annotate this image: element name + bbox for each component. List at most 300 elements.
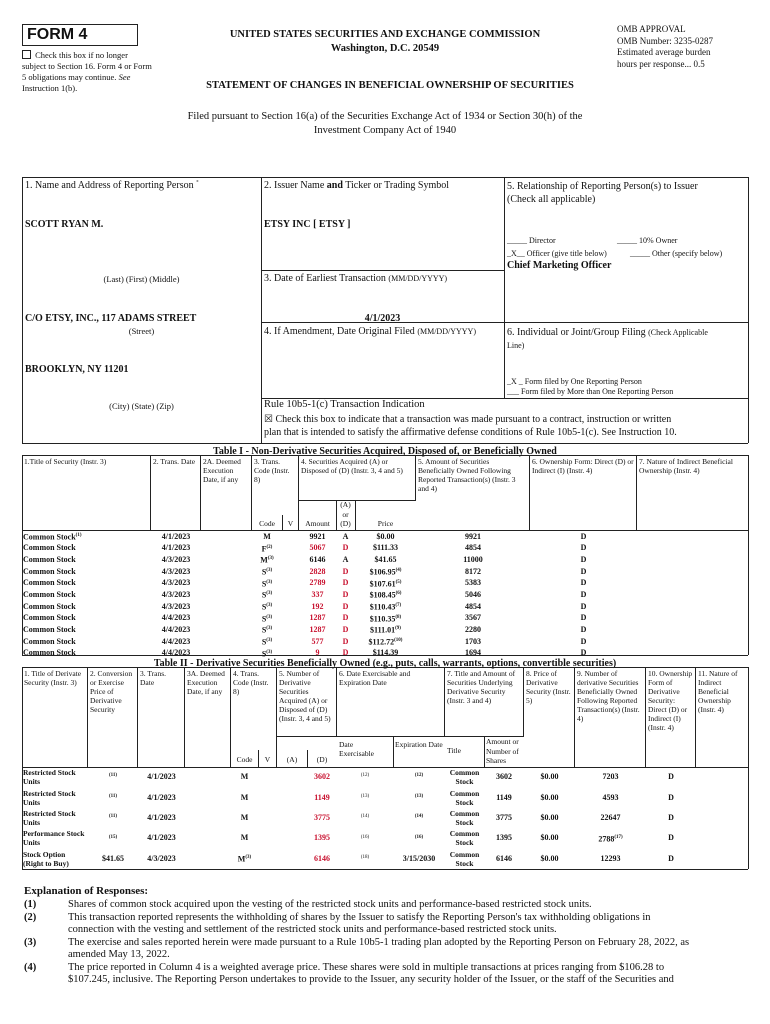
derivative-nature-cell bbox=[696, 828, 748, 848]
explanation-notes bbox=[24, 899, 744, 987]
code-note-value: S bbox=[261, 614, 267, 624]
table1-row bbox=[22, 613, 748, 625]
t2-h3: 3. Trans. Date bbox=[138, 668, 185, 767]
t2-col-code: Code bbox=[236, 755, 253, 764]
acq-disp-cell: D bbox=[342, 613, 349, 623]
derivative-nature-cell bbox=[696, 849, 748, 869]
acq-disp-cell: D bbox=[342, 578, 349, 588]
expiration-date-cell bbox=[393, 828, 445, 848]
form-title: FORM 4 bbox=[22, 24, 138, 46]
t1-h4: 4. Securities Acquired (A) or Disposed of (D) (Instr. 3, 4 and 5) bbox=[299, 456, 416, 500]
note-number: (1) bbox=[24, 899, 37, 910]
underlying-title-cell: Common Stock bbox=[449, 808, 480, 827]
name-caption: (Last) (First) (Middle) bbox=[103, 274, 180, 284]
acq-disp-cell: D bbox=[342, 625, 349, 635]
earliest-transaction-date: 4/1/2023 bbox=[364, 313, 401, 324]
reporting-person-label-text: 1. Name and Address of Reporting Person bbox=[25, 180, 194, 191]
derivative-form-cell: D bbox=[668, 853, 674, 863]
table2-title: Table II - Derivative Securities Beneficially Owned (e.g., puts, calls, warrants, options, convertible securities) bbox=[153, 658, 617, 669]
trans-code-cell bbox=[252, 531, 282, 543]
t1-col-amount: Amount bbox=[305, 519, 330, 528]
explanation-note bbox=[24, 912, 744, 937]
title-note-value: Common Stock bbox=[23, 590, 76, 600]
trans-date-cell: 4/1/2023 bbox=[147, 772, 176, 782]
note-number: (2) bbox=[24, 911, 37, 923]
t2-h2: 2. Conversion or Exercise Price of Derivative Security bbox=[88, 668, 138, 767]
t1-col-price: Price bbox=[377, 519, 394, 528]
deemed-date-cell bbox=[201, 578, 252, 590]
table1-rows bbox=[22, 531, 748, 659]
note-number: (4) bbox=[24, 961, 37, 973]
table1-title: Table I - Non-Derivative Securities Acquired, Disposed of, or Beneficially Owned bbox=[213, 446, 557, 457]
t1-h6: 6. Ownership Form: Direct (D) or Indirect (I) (Instr. 4) bbox=[530, 456, 637, 530]
agency-name: UNITED STATES SECURITIES AND EXCHANGE COMMISSION bbox=[229, 29, 541, 40]
v-cell bbox=[282, 543, 299, 555]
note-text bbox=[68, 912, 744, 937]
acquired-cell bbox=[277, 787, 307, 807]
expiration-note: (12) bbox=[414, 773, 424, 779]
code-note-value: F bbox=[261, 544, 267, 554]
price-note-value: $110.43 bbox=[369, 602, 396, 612]
deemed-date-cell bbox=[201, 636, 252, 648]
filed-pursuant-line2: Investment Company Act of 1940 bbox=[313, 125, 457, 136]
code-note-value: S bbox=[261, 649, 267, 659]
date-exercisable-cell bbox=[337, 828, 393, 848]
price-note: (10) bbox=[394, 637, 403, 643]
explanation-note bbox=[24, 899, 744, 912]
code-note-value: M bbox=[240, 772, 249, 782]
price-note-value: $107.61 bbox=[369, 579, 396, 589]
conversion-note: (11) bbox=[108, 814, 118, 820]
relationship-label-text: 5. Relationship of Reporting Person(s) to Issuer bbox=[507, 181, 698, 192]
price-cell bbox=[355, 578, 416, 590]
earliest-transaction-fmt: (MM/DD/YYYY) bbox=[388, 274, 448, 283]
underlying-title-cell: Common Stock bbox=[449, 768, 480, 787]
trans-code-cell bbox=[252, 554, 282, 566]
acquired-cell bbox=[277, 849, 307, 869]
note-text bbox=[68, 962, 744, 987]
statement-title: STATEMENT OF CHANGES IN BENEFICIAL OWNERSHIP OF SECURITIES bbox=[206, 80, 574, 91]
t2-col-a: (A) bbox=[286, 755, 298, 764]
t2-col-shares: Amount or Number of Shares bbox=[486, 737, 519, 765]
disposed-cell: 3602 bbox=[314, 772, 330, 782]
code-note-value: S bbox=[261, 625, 267, 635]
trans-date-cell: 4/1/2023 bbox=[161, 543, 191, 553]
v-cell bbox=[258, 808, 277, 828]
acq-disp-cell: D bbox=[342, 636, 349, 646]
explanation-title: Explanation of Responses: bbox=[24, 885, 149, 897]
derivative-form-cell: D bbox=[668, 833, 674, 843]
t2-col-d: (D) bbox=[316, 755, 328, 764]
security-title-cell bbox=[22, 531, 151, 543]
owned-following-cell: 5383 bbox=[465, 578, 481, 588]
derivative-owned-cell bbox=[575, 828, 646, 848]
owned-note-value: 7203 bbox=[602, 772, 619, 782]
security-title-cell bbox=[22, 578, 151, 590]
trans-date-cell: 4/3/2023 bbox=[161, 566, 191, 576]
conversion-price-cell bbox=[88, 767, 138, 787]
derivative-form-cell: D bbox=[668, 792, 674, 802]
conversion-price-cell bbox=[88, 849, 138, 869]
t1-h2: 2. Trans. Date bbox=[151, 456, 201, 530]
director-option[interactable]: _____ Director bbox=[507, 236, 556, 245]
derivative-price-cell: $0.00 bbox=[540, 853, 559, 863]
price-note-value: $111.01 bbox=[370, 625, 396, 635]
owned-following-cell: 5046 bbox=[465, 590, 481, 600]
filing-label bbox=[507, 326, 747, 352]
deemed-date-cell bbox=[185, 767, 231, 787]
conversion-price-cell bbox=[88, 787, 138, 807]
no-longer-subject-note bbox=[22, 50, 152, 94]
filing-label-small: (Check Applicable bbox=[648, 328, 708, 337]
trans-code-cell bbox=[252, 613, 282, 625]
amendment-label bbox=[264, 326, 476, 337]
owned-following-cell: 9921 bbox=[465, 531, 481, 541]
t2-col-exercisable: Date Exercisable bbox=[339, 740, 374, 758]
table1-row bbox=[22, 578, 748, 590]
code-note-value: S bbox=[261, 602, 267, 612]
price-note: (8) bbox=[395, 614, 402, 620]
no-longer-subject-see: See bbox=[118, 72, 131, 82]
trans-date-cell: 4/4/2023 bbox=[161, 648, 191, 658]
price-cell bbox=[355, 554, 416, 566]
code-note: (3) bbox=[266, 649, 273, 655]
trans-date-cell: 4/1/2023 bbox=[161, 531, 191, 541]
derivative-nature-cell bbox=[696, 767, 748, 787]
t1-h3: 3. Trans. Code (Instr. 8) bbox=[252, 456, 299, 530]
price-note-value: $114.39 bbox=[372, 648, 399, 658]
owned-note-value: 22647 bbox=[600, 812, 621, 822]
trans-date-cell: 4/3/2023 bbox=[161, 578, 191, 588]
t2-h10: 10. Ownership Form of Derivative Security: Direct (D) or Indirect (I) (Instr. 4) bbox=[646, 668, 696, 767]
amount-cell: 192 bbox=[311, 601, 324, 611]
owned-following-cell: 8172 bbox=[465, 566, 481, 576]
derivative-nature-cell bbox=[696, 808, 748, 828]
derivative-owned-cell bbox=[575, 849, 646, 869]
omb-line: OMB APPROVAL bbox=[617, 24, 686, 34]
code-note-value: S bbox=[261, 637, 267, 647]
nature-cell bbox=[637, 578, 748, 590]
trans-date-cell: 4/3/2023 bbox=[161, 590, 191, 600]
code-note-value: M bbox=[263, 531, 271, 541]
table2-rows bbox=[22, 767, 748, 869]
derivative-title-cell: Restricted Stock Units bbox=[23, 768, 76, 787]
security-title-cell bbox=[22, 601, 151, 613]
expiration-note: (14) bbox=[414, 814, 424, 820]
price-note-value: $110.35 bbox=[369, 614, 396, 624]
nature-cell bbox=[637, 566, 748, 578]
trans-date-cell: 4/4/2023 bbox=[161, 625, 191, 635]
note-number: (3) bbox=[24, 936, 37, 948]
expiration-date-cell bbox=[393, 787, 445, 807]
underlying-shares-cell: 3602 bbox=[496, 772, 512, 782]
trans-code-cell bbox=[231, 828, 258, 848]
code-note: (3) bbox=[245, 854, 252, 860]
ownership-form-cell: D bbox=[580, 613, 587, 623]
underlying-title-cell: Common Stock bbox=[449, 829, 480, 848]
deemed-date-cell bbox=[185, 828, 231, 848]
derivative-price-cell: $0.00 bbox=[540, 792, 559, 802]
price-note: (5) bbox=[395, 579, 402, 585]
note-line: $107.245, inclusive. The Reporting Person undertakes to provide to the Issuer, any security holder of the Issuer, or the staff of the Securities and bbox=[68, 974, 674, 985]
exercisable-note: (14) bbox=[360, 814, 370, 820]
t1-h7: 7. Nature of Indirect Beneficial Ownership (Instr. 4) bbox=[639, 457, 733, 475]
rule-checkbox[interactable]: ☒ bbox=[264, 414, 273, 425]
trans-date-cell: 4/3/2023 bbox=[161, 555, 191, 565]
reporting-person-street: C/O ETSY, INC., 117 ADAMS STREET bbox=[25, 313, 197, 324]
issuer-label-a: 2. Issuer Name bbox=[264, 180, 325, 191]
owned-note: (17) bbox=[614, 834, 623, 840]
ownership-form-cell: D bbox=[580, 601, 587, 611]
code-note: (3) bbox=[266, 567, 273, 573]
reporting-person-label-sup: * bbox=[196, 180, 199, 186]
expiration-date-cell bbox=[393, 808, 445, 828]
deemed-date-cell bbox=[185, 808, 231, 828]
conversion-price-cell bbox=[88, 828, 138, 848]
table1-row bbox=[22, 543, 748, 555]
officer-option[interactable]: _X__ Officer (give title below) bbox=[507, 249, 607, 258]
trans-code-cell bbox=[252, 543, 282, 555]
underlying-title-cell: Common Stock bbox=[449, 788, 480, 807]
t2-h6: 6. Date Exercisable and Expiration Date bbox=[337, 668, 445, 736]
amount-cell: 2789 bbox=[309, 578, 326, 588]
v-cell bbox=[258, 828, 277, 848]
v-cell bbox=[282, 613, 299, 625]
code-note: (3) bbox=[266, 637, 273, 643]
price-cell bbox=[355, 601, 416, 613]
note-line: Shares of common stock acquired upon the vesting of the restricted stock units and performance-based restricted stock units. bbox=[68, 899, 592, 910]
ten-percent-owner-option[interactable]: _____ 10% Owner bbox=[617, 236, 678, 245]
trans-date-cell: 4/1/2023 bbox=[147, 792, 176, 802]
price-note-value: $108.45 bbox=[369, 590, 396, 600]
relationship-label bbox=[507, 180, 747, 206]
amount-cell: 9921 bbox=[309, 531, 326, 541]
underlying-shares-cell: 6146 bbox=[496, 853, 512, 863]
no-longer-subject-checkbox[interactable] bbox=[22, 50, 31, 59]
trans-code-cell bbox=[231, 787, 258, 807]
ownership-form-cell: D bbox=[580, 578, 587, 588]
derivative-price-cell: $0.00 bbox=[540, 772, 559, 782]
reporting-person-label bbox=[25, 180, 199, 191]
note-line: The price reported in Column 4 is a weighted average price. These shares were sold in multiple transactions at prices ranging from $106.28 to bbox=[68, 961, 665, 973]
issuer-name: ETSY INC [ ETSY ] bbox=[264, 219, 351, 230]
title-note-value: Common Stock bbox=[23, 625, 76, 635]
security-title-cell bbox=[22, 624, 151, 636]
deemed-date-cell bbox=[185, 849, 231, 869]
amount-cell: 6146 bbox=[309, 555, 326, 565]
rule-title: Rule 10b5-1(c) Transaction Indication bbox=[264, 399, 425, 410]
table2-row bbox=[22, 787, 748, 807]
disposed-cell: 6146 bbox=[314, 853, 330, 863]
trans-code-cell bbox=[252, 636, 282, 648]
title-note-value: Common Stock bbox=[23, 636, 76, 646]
table1-row bbox=[22, 624, 748, 636]
table1-row bbox=[22, 554, 748, 566]
price-note: (9) bbox=[395, 626, 401, 632]
owned-note-value: 4593 bbox=[602, 792, 619, 802]
t2-h1: 1. Title of Derivate Security (Instr. 3) bbox=[22, 668, 88, 767]
owned-following-cell: 11000 bbox=[463, 555, 483, 565]
v-cell bbox=[282, 636, 299, 648]
deemed-date-cell bbox=[201, 613, 252, 625]
disposed-cell: 3775 bbox=[314, 812, 330, 822]
security-title-cell bbox=[22, 543, 151, 555]
nature-cell bbox=[637, 554, 748, 566]
owned-following-cell: 1703 bbox=[465, 636, 481, 646]
filed-one-person-option[interactable]: _X _ Form filed by One Reporting Person bbox=[507, 377, 642, 386]
title-note: (1) bbox=[75, 533, 82, 538]
omb-approval bbox=[617, 24, 757, 70]
table1-row bbox=[22, 531, 748, 543]
price-cell bbox=[355, 589, 416, 601]
street-caption: (Street) bbox=[128, 326, 155, 336]
code-note: (3) bbox=[267, 556, 274, 562]
v-cell bbox=[258, 787, 277, 807]
amount-cell: 577 bbox=[311, 636, 324, 646]
trans-date-cell: 4/4/2023 bbox=[161, 636, 191, 646]
reporting-person-name: SCOTT RYAN M. bbox=[25, 219, 104, 230]
issuer-label-b: Ticker or Trading Symbol bbox=[345, 180, 450, 191]
expiration-note: (16) bbox=[414, 834, 424, 840]
v-cell bbox=[282, 624, 299, 636]
conversion-note: (11) bbox=[108, 773, 118, 779]
issuer-label-and: and bbox=[326, 180, 343, 191]
derivative-title-cell: Stock Option (Right to Buy) bbox=[23, 849, 69, 868]
city-caption: (City) (State) (Zip) bbox=[109, 401, 174, 411]
v-cell bbox=[282, 601, 299, 613]
t2-h5: 5. Number of Derivative Securities Acquired (A) or Disposed of (D) (Instr. 3, 4 and 5) bbox=[277, 668, 337, 736]
v-cell bbox=[258, 849, 277, 869]
date-exercisable-cell bbox=[337, 787, 393, 807]
price-note-value: $112.72 bbox=[368, 637, 395, 647]
ownership-form-cell: D bbox=[580, 566, 587, 576]
trans-date-cell: 4/1/2023 bbox=[147, 833, 176, 843]
officer-title: Chief Marketing Officer bbox=[507, 260, 612, 271]
title-note-value: Common Stock bbox=[23, 601, 76, 611]
explanation-note bbox=[24, 937, 744, 962]
v-cell bbox=[282, 589, 299, 601]
underlying-shares-cell: 3775 bbox=[496, 812, 512, 822]
trans-date-cell: 4/1/2023 bbox=[147, 812, 176, 822]
disposed-cell: 1149 bbox=[314, 792, 330, 802]
amount-cell: 1287 bbox=[309, 613, 326, 623]
trans-code-cell bbox=[252, 624, 282, 636]
acq-disp-cell: A bbox=[342, 531, 349, 541]
title-note-value: Common Stock bbox=[23, 543, 76, 553]
acq-disp-cell: D bbox=[342, 648, 349, 658]
code-note: (3) bbox=[266, 626, 273, 632]
note-line: The exercise and sales reported herein were made pursuant to a Rule 10b5-1 trading plan adopted by the Reporting Person on February 28, 2022, as bbox=[68, 936, 690, 948]
title-note-value: Common Stock bbox=[23, 532, 76, 542]
note-line: connection with the vesting and settlement of the restricted stock units and performance-based restricted stock units. bbox=[68, 924, 557, 935]
code-note-value: M bbox=[240, 833, 249, 843]
ownership-form-cell: D bbox=[580, 648, 587, 658]
derivative-owned-cell bbox=[575, 787, 646, 807]
derivative-price-cell: $0.00 bbox=[540, 812, 559, 822]
ownership-form-cell: D bbox=[580, 543, 587, 553]
owned-note-value: 2788 bbox=[598, 834, 615, 844]
security-title-cell bbox=[22, 589, 151, 601]
acquired-cell bbox=[277, 808, 307, 828]
t2-h4: 4. Trans. Code (Instr. 8) bbox=[231, 668, 277, 767]
deemed-date-cell bbox=[201, 589, 252, 601]
expiration-date-cell: 3/15/2030 bbox=[402, 853, 436, 863]
trans-code-cell bbox=[252, 578, 282, 590]
price-cell bbox=[355, 543, 416, 555]
no-longer-subject-text: Check this box if no longer subject to Section 16. Form 4 or Form 5 obligations may continue. bbox=[22, 50, 152, 82]
owned-note-value: 12293 bbox=[600, 853, 621, 863]
table2-row bbox=[22, 849, 748, 869]
omb-line: hours per response... 0.5 bbox=[617, 58, 705, 69]
amount-cell: 337 bbox=[311, 590, 324, 600]
note-text bbox=[68, 899, 744, 912]
amount-cell: 1287 bbox=[309, 625, 326, 635]
acq-disp-cell: D bbox=[342, 601, 349, 611]
code-note-value: M bbox=[240, 812, 249, 822]
trans-code-cell bbox=[252, 566, 282, 578]
other-option[interactable]: _____ Other (specify below) bbox=[630, 249, 723, 258]
derivative-owned-cell bbox=[575, 808, 646, 828]
deemed-date-cell bbox=[201, 566, 252, 578]
code-note-value: S bbox=[261, 590, 267, 600]
rule-text-2: plan that is intended to satisfy the affirmative defense conditions of Rule 10b5-1(c). See Instruction 10. bbox=[264, 427, 677, 438]
omb-line: Estimated average burden bbox=[617, 47, 711, 57]
table1-row bbox=[22, 566, 748, 578]
no-longer-subject-instr: Instruction 1(b). bbox=[22, 83, 78, 93]
t2-h9: 9. Number of derivative Securities Beneficially Owned Following Reported Transaction(s) (Instr. 4) bbox=[575, 668, 646, 767]
conversion-note: (11) bbox=[108, 793, 118, 799]
v-cell bbox=[282, 554, 299, 566]
derivative-form-cell: D bbox=[668, 772, 674, 782]
code-note: (2) bbox=[266, 544, 273, 550]
nature-cell bbox=[637, 636, 748, 648]
note-line: amended May 13, 2022. bbox=[68, 949, 170, 960]
date-exercisable-cell bbox=[337, 849, 393, 869]
exercisable-note: (13) bbox=[360, 793, 370, 799]
security-title-cell bbox=[22, 566, 151, 578]
code-note-value: M bbox=[260, 555, 268, 565]
t1-col-code: Code bbox=[259, 519, 275, 528]
trans-code-cell bbox=[231, 849, 258, 869]
owned-following-cell: 2280 bbox=[465, 625, 481, 635]
nature-cell bbox=[637, 624, 748, 636]
table2-row bbox=[22, 767, 748, 787]
amount-cell: 9 bbox=[315, 648, 320, 658]
acq-disp-cell: D bbox=[342, 543, 349, 553]
amendment-label-text: 4. If Amendment, Date Original Filed bbox=[264, 326, 415, 337]
filed-multiple-option[interactable]: ___ Form filed by More than One Reporting Person bbox=[507, 387, 674, 396]
derivative-title-cell: Restricted Stock Units bbox=[23, 788, 76, 807]
security-title-cell bbox=[22, 613, 151, 625]
exercisable-note: (16) bbox=[360, 834, 370, 840]
code-note-value: M bbox=[240, 792, 249, 802]
t1-h1: 1.Title of Security (Instr. 3) bbox=[22, 456, 151, 530]
deemed-date-cell bbox=[201, 554, 252, 566]
explanation-note bbox=[24, 962, 744, 987]
title-note-value: Common Stock bbox=[23, 648, 76, 658]
omb-line: OMB Number: 3235-0287 bbox=[617, 35, 713, 46]
owned-following-cell: 4854 bbox=[465, 543, 481, 553]
price-note-value: $41.65 bbox=[374, 555, 397, 565]
nature-cell bbox=[637, 613, 748, 625]
t2-col-v: V bbox=[264, 755, 271, 764]
price-note: (6) bbox=[395, 591, 402, 597]
ownership-form-cell: D bbox=[580, 590, 587, 600]
relationship-label-sub: (Check all applicable) bbox=[507, 194, 596, 205]
t1-col-ad: (A) or (D) bbox=[340, 500, 351, 528]
note-text bbox=[68, 937, 744, 962]
disposed-cell: 1395 bbox=[314, 833, 330, 843]
